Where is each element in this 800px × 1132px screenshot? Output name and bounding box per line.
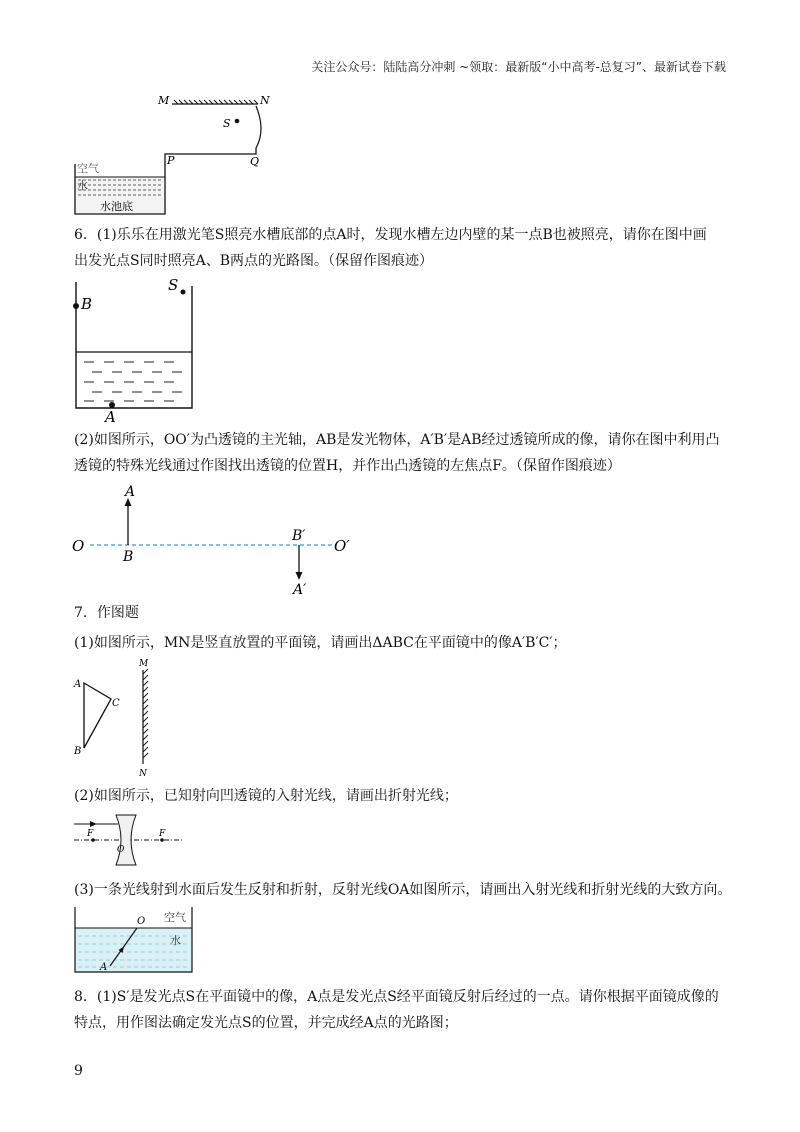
label-B: B	[74, 746, 82, 757]
q7-part2: (2)如图所示，已知射向凹透镜的入射光线，请画出折射光线；	[74, 788, 458, 804]
figure-mirror-pool	[70, 92, 290, 220]
label-Q: Q	[250, 155, 260, 168]
label-pool-bottom: 水池底	[100, 200, 133, 213]
q7-part3: (3)一条光线射到水面后发生反射和折射，反射光线OA如图所示，请画出入射光线和折射光线的大致方向。	[74, 882, 732, 898]
label-A: A	[74, 679, 82, 690]
label-O-prime: O′	[334, 537, 350, 555]
page-number: 9	[74, 1063, 83, 1079]
figure-convex-lens-axis	[70, 478, 370, 598]
label-water: 水	[170, 934, 181, 947]
label-air: 空气	[77, 162, 99, 175]
label-B: B	[123, 549, 134, 565]
q8-part1: 8．(1)S′是发光点S在平面镜中的像，A点是发光点S经平面镜反射后经过的一点。请你根据平面镜成像的 特点，用作图法确定发光点S的位置，并完成经A点的光路图；	[74, 989, 719, 1031]
label-F-left: F	[87, 829, 94, 839]
label-S: S	[223, 117, 231, 130]
q6-part1: 6．(1)乐乐在用激光笔S照亮水槽底部的点A时，发现水槽左边内壁的某一点B也被照亮，请你在图中画 出发光点S同时照亮A、B两点的光路图。（保留作图痕迹）	[74, 227, 707, 269]
label-B: B	[81, 295, 93, 313]
label-N: N	[260, 94, 270, 107]
figure-reflection-refraction	[70, 904, 210, 976]
label-N: N	[139, 769, 147, 779]
label-F-right: F	[159, 829, 166, 839]
label-water: 水	[77, 179, 88, 192]
label-O: O	[72, 537, 85, 555]
label-O: O	[117, 845, 125, 855]
label-air: 空气	[164, 911, 186, 924]
label-B-prime: B′	[292, 528, 306, 544]
label-M: M	[158, 94, 170, 107]
q7-title: 7．作图题	[74, 605, 139, 621]
figure-plane-mirror-triangle	[70, 656, 170, 780]
label-A: A	[125, 484, 136, 500]
label-A: A	[105, 408, 116, 422]
figure-concave-lens	[70, 812, 190, 868]
page-header: 关注公众号：陆陆高分冲刺 ~领取：最新版“小中高考-总复习”、最新试卷下载	[311, 60, 726, 74]
q7-part1: (1)如图所示，MN是竖直放置的平面镜，请画出ΔABC在平面镜中的像A′B′C′；	[74, 635, 567, 651]
label-M: M	[139, 659, 149, 669]
label-S: S	[168, 276, 179, 294]
label-C: C	[112, 698, 120, 709]
label-O: O	[137, 916, 146, 927]
q6-part2: (2)如图所示，OO′为凸透镜的主光轴，AB是发光物体，A′B′是AB经过透镜所成的像，请你在图中利用凸 透镜的特殊光线通过作图找出透镜的位置H，并作出凸透镜的左焦点F。（保留作图痕迹）	[74, 432, 720, 474]
label-A: A	[100, 962, 108, 973]
label-P: P	[167, 154, 175, 167]
figure-laser-tank	[70, 276, 210, 422]
label-A-prime: A′	[293, 582, 307, 598]
